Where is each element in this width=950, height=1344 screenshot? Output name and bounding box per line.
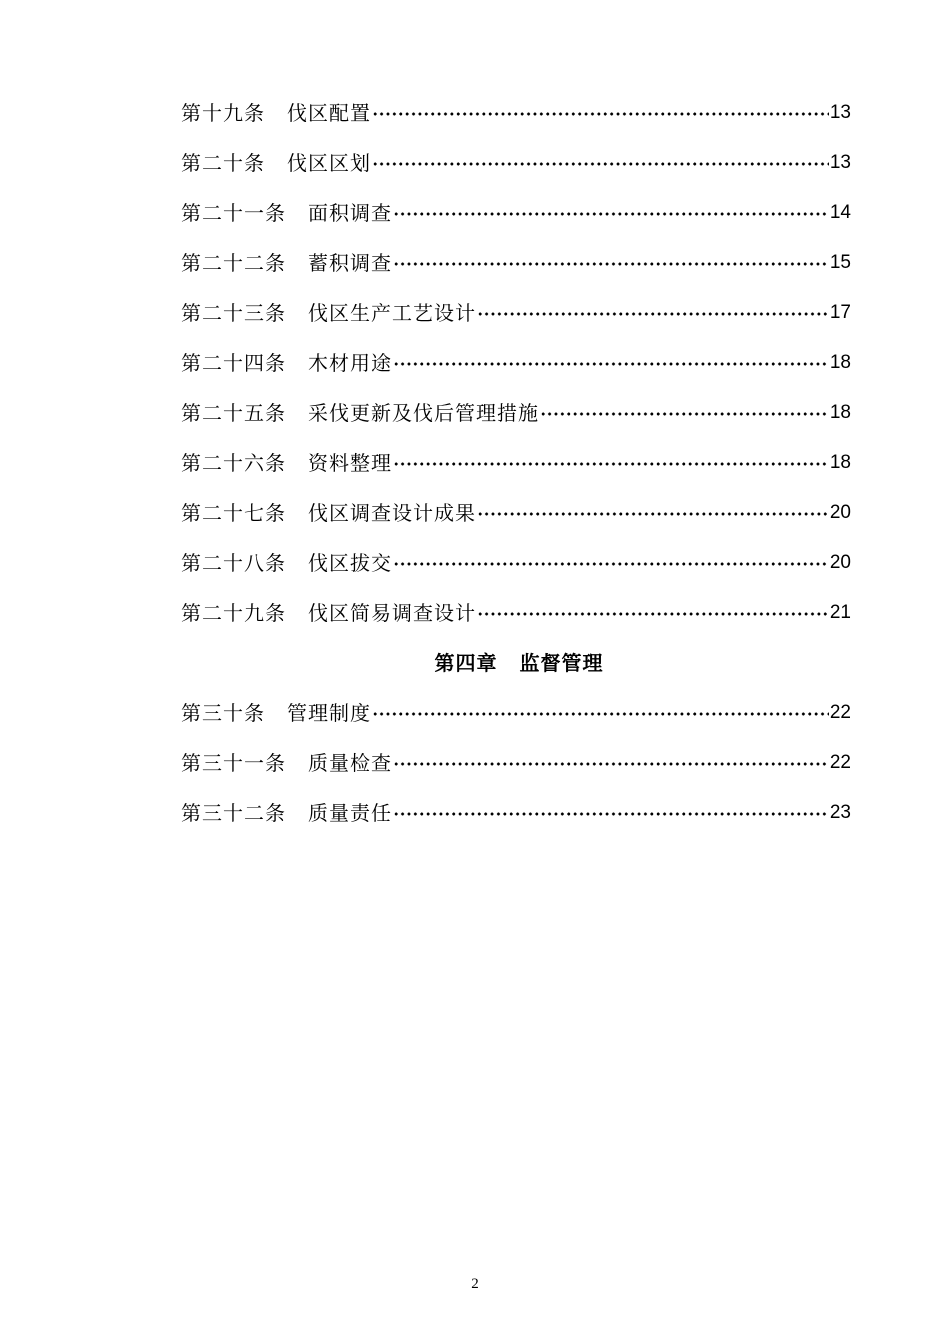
toc-entry-title: 伐区调查设计成果 [308,501,476,525]
toc-entry-page: 23 [829,802,851,823]
toc-entry[interactable] [181,188,851,238]
toc-entry-title: 面积调查 [308,201,392,225]
toc-entry-number: 第二十一条 [181,201,286,225]
toc-entry-page: 22 [829,702,851,723]
toc-entry-page: 20 [829,552,851,573]
dot-leader [393,362,829,366]
toc-entry-number: 第三十一条 [181,751,286,775]
toc-entry[interactable] [181,238,851,288]
table-of-contents [181,88,851,838]
dot-leader [477,512,829,516]
toc-entry-title: 资料整理 [308,451,392,475]
dot-leader [393,562,829,566]
toc-entry[interactable] [181,788,851,838]
dot-leader [372,112,829,116]
toc-entry-number: 第二十五条 [181,401,286,425]
toc-entry-page: 18 [829,402,851,423]
toc-entry-title: 管理制度 [287,701,371,725]
dot-leader [540,412,829,416]
chapter-title: 监督管理 [519,651,604,675]
toc-entry-title: 伐区生产工艺设计 [308,301,476,325]
toc-entry[interactable] [181,488,851,538]
toc-entry-number: 第二十四条 [181,351,286,375]
toc-entry[interactable] [181,88,851,138]
toc-entry-title: 伐区拔交 [308,551,392,575]
toc-entry-title: 伐区简易调查设计 [308,601,476,625]
toc-entry-title: 采伐更新及伐后管理措施 [308,401,539,425]
toc-entry-title: 蓄积调查 [308,251,392,275]
toc-entry[interactable] [181,688,851,738]
toc-entry-number: 第二十二条 [181,251,286,275]
toc-entry-page: 15 [829,252,851,273]
toc-entry-number: 第二十八条 [181,551,286,575]
toc-entry-number: 第十九条 [181,101,265,125]
toc-entry-title: 伐区配置 [287,101,371,125]
toc-entry[interactable] [181,438,851,488]
dot-leader [477,312,829,316]
toc-entry[interactable] [181,738,851,788]
chapter-heading [181,638,851,688]
toc-entries-chapter-3 [181,88,851,638]
toc-entry-title: 伐区区划 [287,151,371,175]
toc-entry-page: 18 [829,452,851,473]
toc-entry-page: 17 [829,302,851,323]
toc-entry-page: 13 [829,152,851,173]
toc-entry-number: 第二十三条 [181,301,286,325]
toc-entry[interactable] [181,338,851,388]
toc-entry-page: 14 [829,202,851,223]
toc-entry[interactable] [181,138,851,188]
toc-entries-chapter-4 [181,688,851,838]
dot-leader [477,612,829,616]
toc-entry[interactable] [181,388,851,438]
dot-leader [393,812,829,816]
toc-entry-title: 质量责任 [308,801,392,825]
toc-entry[interactable] [181,588,851,638]
toc-entry-number: 第三十二条 [181,801,286,825]
dot-leader [393,262,829,266]
chapter-number: 第四章 [434,651,498,675]
toc-entry[interactable] [181,288,851,338]
toc-entry-title: 质量检查 [308,751,392,775]
toc-entry-page: 18 [829,352,851,373]
dot-leader [372,712,829,716]
dot-leader [372,162,829,166]
toc-entry-number: 第二十九条 [181,601,286,625]
dot-leader [393,462,829,466]
toc-entry[interactable] [181,538,851,588]
dot-leader [393,212,829,216]
toc-entry-number: 第二十七条 [181,501,286,525]
toc-entry-number: 第二十条 [181,151,265,175]
toc-entry-number: 第三十条 [181,701,265,725]
toc-entry-page: 20 [829,502,851,523]
toc-entry-page: 13 [829,102,851,123]
toc-entry-title: 木材用途 [308,351,392,375]
toc-entry-number: 第二十六条 [181,451,286,475]
dot-leader [393,762,829,766]
toc-entry-page: 22 [829,752,851,773]
page-number: 2 [471,1276,479,1292]
toc-entry-page: 21 [829,602,851,623]
